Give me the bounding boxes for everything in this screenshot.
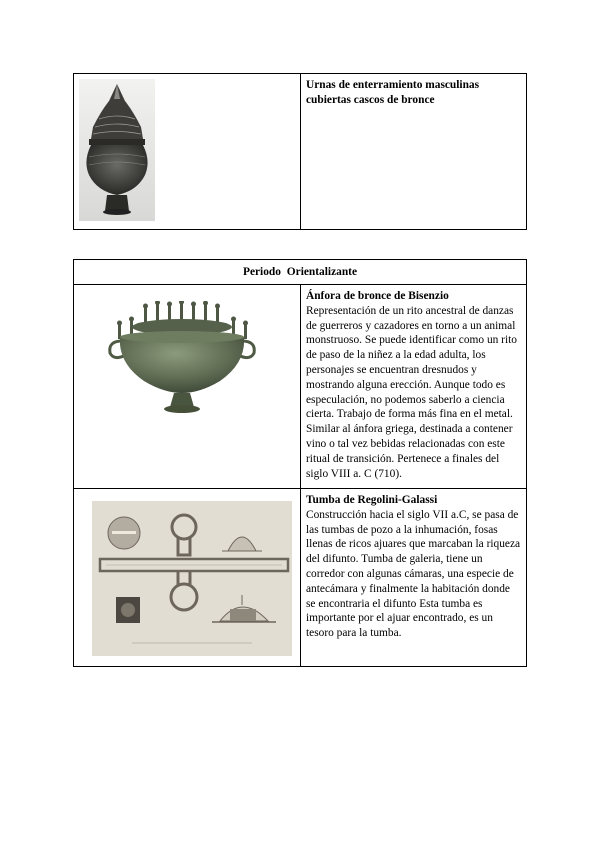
urn-text-cell [301,74,527,230]
amphora-title: Ánfora de bronce de Bisenzio [306,290,449,302]
urn-image-cell [74,74,301,230]
helmet-urn-image [79,79,155,221]
tomb-image-cell [74,489,301,667]
orientalizing-period-table [73,259,527,667]
urn-table [73,73,527,230]
amphora-description: Representación de un rito ancestral de danzas de guerreros y cazadores en torno a un animal monstruoso. Se puede identificar como un rito de paso de la niñez a la edad adulta, los personajes se encuentran dresnudos y mostrando alguna erección. Aunque todo es especulación, no podemos saberlo a ciencia cierta. Trabajo de forma más fina en el metal. Similar al ánfora griega, destinada a contener vino o tal vez bebidas relacionadas con este ritual de transición. Pertenece a finales del siglo VIII a. C (710). [306,304,517,480]
period-header-cell [74,260,527,285]
tomb-description: Construcción hacia el siglo VII a.C, se pasa de las tumbas de pozo a la inhumación, fosas llenas de ricos ajuares que marcaban la riqueza del difunto. Tumba de galeria, tiene un corredor con algunas cámaras, una especie de antecámara y finalmente la habitación donde se encontraria el difunto Esta tumba es importante por el ajuar encontrado, es un tesoro para la tumba. [306,508,521,640]
bisenzio-amphora-image [104,301,264,421]
tomb-title: Tumba de Regolini-Galassi [306,494,438,506]
amphora-text-cell [301,285,527,489]
regolini-galassi-plan-image [92,501,292,656]
amphora-image-cell [74,285,301,489]
tomb-text-cell [301,489,527,667]
period-header: Periodo Orientalizante [242,266,358,278]
urn-title: Urnas de enterramiento masculinas cubiertas cascos de bronce [306,79,480,106]
